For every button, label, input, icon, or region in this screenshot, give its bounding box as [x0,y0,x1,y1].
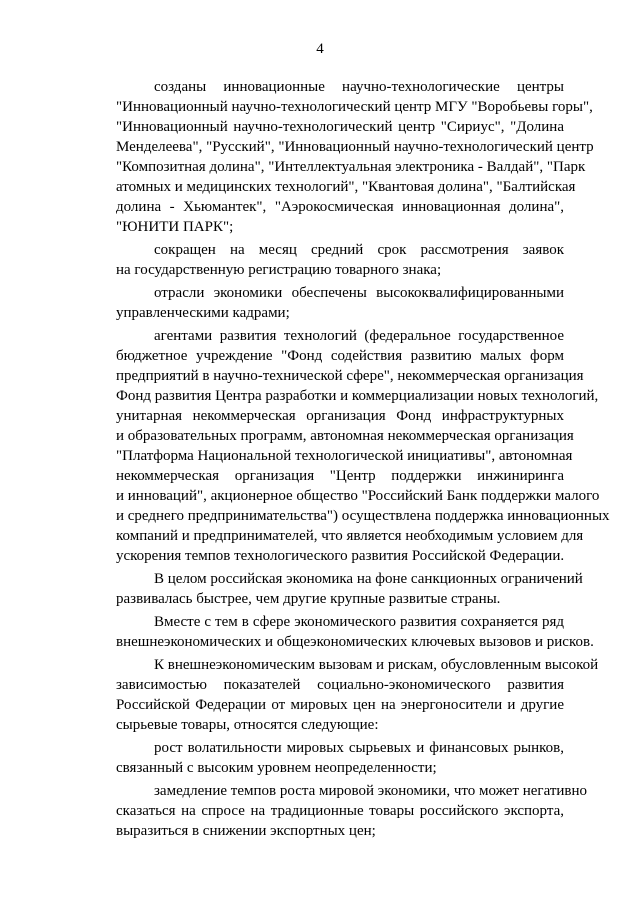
paragraph-line: сокращен на месяц средний срок рассмотрения заявок [154,242,564,258]
paragraph-line: ускорения темпов технологического развития Российской Федерации. [116,548,565,564]
paragraph [78,77,594,237]
paragraph-line: и среднего предпринимательства") осуществлена поддержка инновационных [116,508,610,524]
paragraph-line: на государственную регистрацию товарного знака; [116,262,442,278]
paragraph-line: и образовательных программ, автономная некоммерческая организация [116,428,574,444]
paragraph-line: "Композитная долина", "Интеллектуальная электроника - Валдай", "Парк [116,159,586,175]
paragraph [78,655,599,735]
paragraph-line: агентами развития технологий (федеральное государственное [154,328,564,344]
paragraph-line: "ЮНИТИ ПАРК"; [116,219,234,235]
paragraph-line: сырьевые товары, относятся следующие: [116,717,379,733]
paragraph [78,283,564,323]
document-body [78,77,610,844]
paragraph-line: рост волатильности мировых сырьевых и финансовых рынков, [154,740,564,756]
paragraph [78,781,588,841]
paragraph-line: созданы инновационные научно-технологические центры [154,79,564,95]
paragraph-line: В целом российская экономика на фоне санкционных ограничений [154,571,583,587]
paragraph-line: зависимостью показателей социально-экономического развития [116,677,564,693]
paragraph-line: предприятий в научно-технической сфере", некоммерческая организация [116,368,584,384]
paragraph-line: Фонд развития Центра разработки и коммерциализации новых технологий, [116,388,599,404]
paragraph-line: атомных и медицинских технологий", "Квантовая долина", "Балтийская [116,179,576,195]
paragraph [78,612,594,652]
paragraph-line: унитарная некоммерческая организация Фонд инфраструктурных [116,408,564,424]
paragraph-line: Вместе с тем в сфере экономического развития сохраняется ряд [154,614,564,630]
paragraph-line: внешнеэкономических и общеэкономических ключевых вызовов и рисков. [116,634,594,650]
paragraph [78,326,610,566]
paragraph-line: К внешнеэкономическим вызовам и рискам, обусловленным высокой [154,657,599,673]
paragraph-line: замедление темпов роста мировой экономики, что может негативно [154,783,588,799]
paragraph-line: отрасли экономики обеспечены высококвалифицированными [154,285,564,301]
paragraph-line: сказаться на спросе на традиционные товары российского экспорта, [116,803,564,819]
paragraph-line: выразиться в снижении экспортных цен; [116,823,376,839]
paragraph-line: "Платформа Национальной технологической инициативы", автономная [116,448,573,464]
paragraph-line: связанный с высоким уровнем неопределенности; [116,760,437,776]
page-number: 4 [316,41,324,57]
paragraph-line: "Инновационный научно-технологический центр "Сириус", "Долина [116,119,564,135]
paragraph [78,240,564,280]
paragraph-line: управленческими кадрами; [116,305,290,321]
paragraph-line: развивалась быстрее, чем другие крупные развитые страны. [116,591,501,607]
paragraph-line: долина - Хьюмантек", "Аэрокосмическая инновационная долина", [116,199,564,215]
paragraph-line: компаний и предпринимателей, что является необходимым условием для [116,528,584,544]
paragraph-line: Менделеева", "Русский", "Инновационный научно-технологический центр [116,139,594,155]
paragraph-line: бюджетное учреждение "Фонд содействия развитию малых форм [116,348,564,364]
paragraph [78,569,583,609]
paragraph-line: и инноваций", акционерное общество "Российский Банк поддержки малого [116,488,600,504]
paragraph-line: "Инновационный научно-технологический центр МГУ "Воробьевы горы", [116,99,593,115]
paragraph-line: некоммерческая организация "Центр поддержки инжиниринга [116,468,564,484]
paragraph [78,738,564,778]
paragraph-line: Российской Федерации от мировых цен на энергоносители и другие [116,697,564,713]
